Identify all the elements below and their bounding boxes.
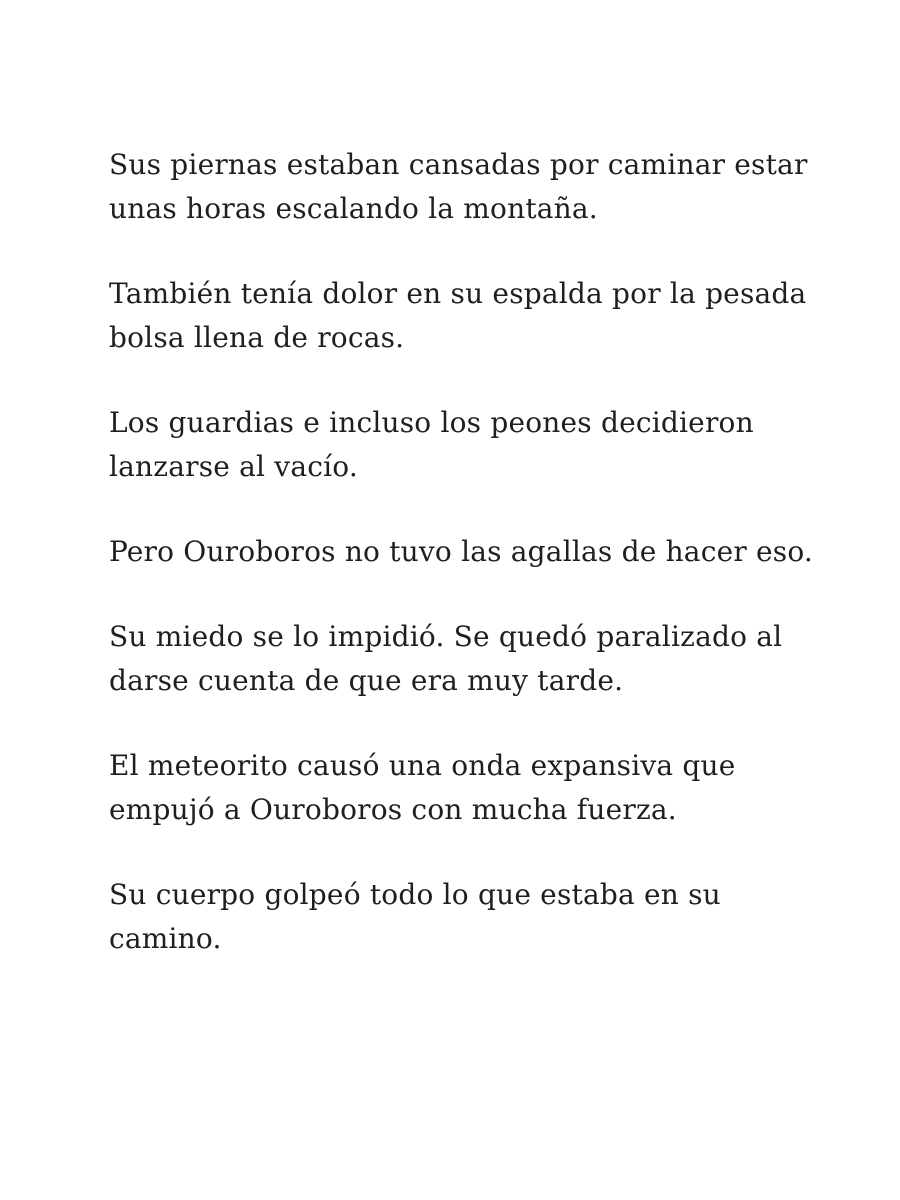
- paragraph-2-line-2: bolsa llena de rocas.: [109, 321, 405, 354]
- paragraph-3-line-2: lanzarse al vacío.: [109, 450, 358, 483]
- paragraph-6-line-2: empujó a Ouroboros con mucha fuerza.: [109, 793, 677, 826]
- paragraph-5-line-1: Su miedo se lo impidió. Se quedó paralizado al: [109, 620, 783, 653]
- paragraph-3-line-1: Los guardias e incluso los peones decidieron: [109, 406, 754, 439]
- paragraph-4-line-1: Pero Ouroboros no tuvo las agallas de hacer eso.: [109, 535, 814, 568]
- paragraph-2: [109, 272, 809, 360]
- paragraph-7: [109, 873, 809, 961]
- paragraph-7-line-2: camino.: [109, 922, 222, 955]
- paragraph-1-line-2: unas horas escalando la montaña.: [109, 192, 598, 225]
- paragraph-1-line-1: Sus piernas estaban cansadas por caminar estar: [109, 148, 808, 181]
- paragraph-6-line-1: El meteorito causó una onda expansiva que: [109, 749, 736, 782]
- paragraph-2-line-1: También tenía dolor en su espalda por la pesada: [109, 277, 807, 310]
- paragraph-6: [109, 744, 809, 832]
- story-page: [109, 143, 814, 1002]
- paragraph-1: [109, 143, 809, 231]
- paragraph-5: [109, 615, 809, 703]
- paragraph-7-line-1: Su cuerpo golpeó todo lo que estaba en su: [109, 878, 721, 911]
- paragraph-5-line-2: darse cuenta de que era muy tarde.: [109, 664, 624, 697]
- paragraph-3: [109, 401, 809, 489]
- paragraph-4: [109, 530, 814, 574]
